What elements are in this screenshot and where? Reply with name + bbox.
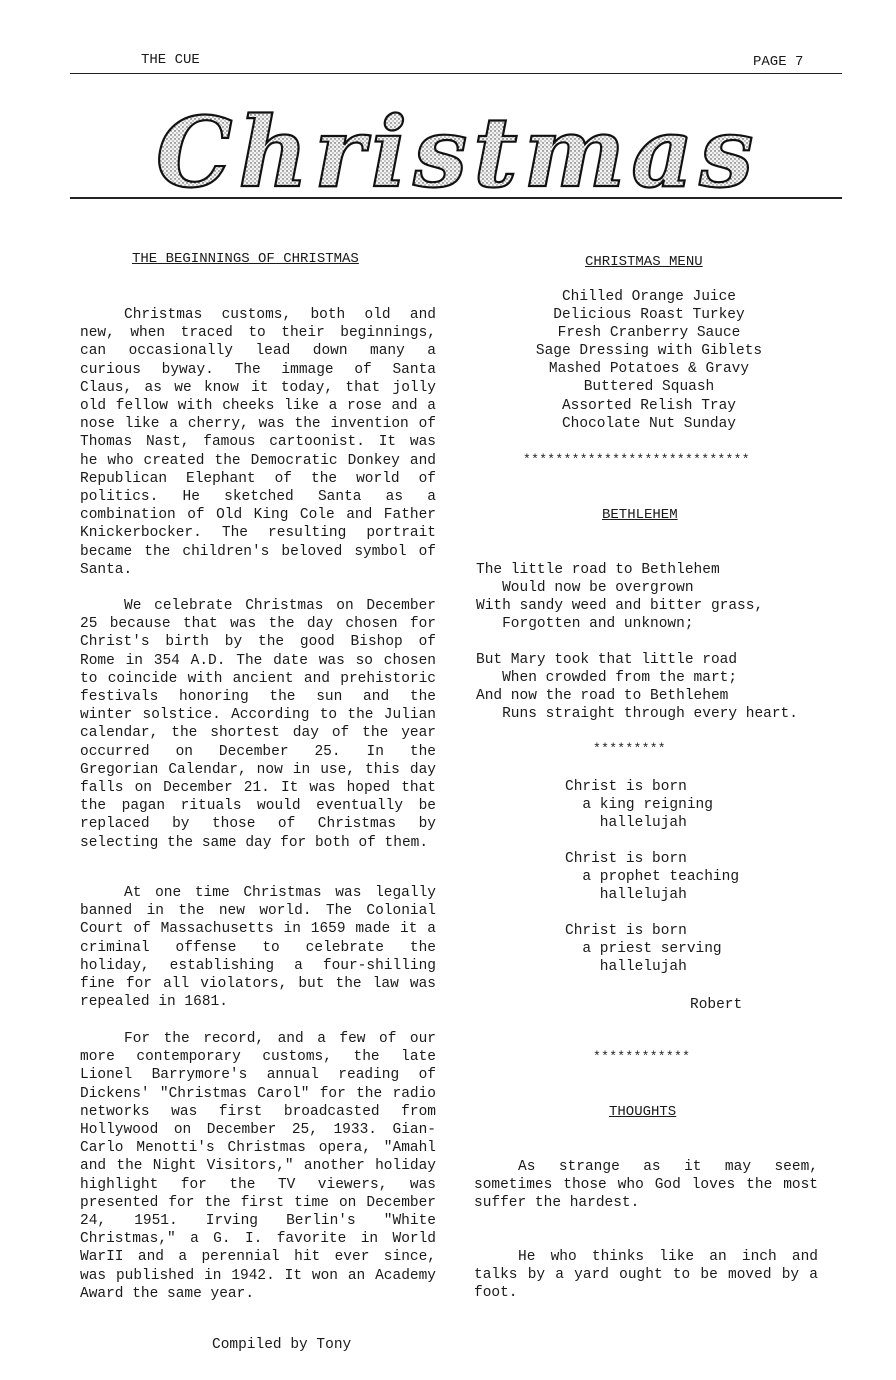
header-rule — [70, 73, 842, 74]
menu-item: Chilled Orange Juice — [561, 289, 737, 305]
article-byline: Compiled by Tony — [212, 1337, 352, 1353]
article-paragraph-3: At one time Christmas was legally banned in the new world. The Colonial Court of Massachusetts in 1659 made it a criminal offense to celebrate the holiday, establishing a four-shilling fine for all violators, but the law was repealed in 1681. — [80, 885, 436, 1011]
menu-item: Assorted Relish Tray — [561, 397, 737, 414]
bethlehem-line: When crowded from the mart; — [476, 670, 738, 686]
verse-divider: ************ — [593, 1049, 691, 1064]
bethlehem-line: Would now be overgrown — [476, 580, 694, 596]
banner-rule — [70, 197, 842, 199]
verse-line: a king reigning — [565, 797, 713, 813]
verse-line: a prophet teaching — [565, 869, 740, 885]
banner-title: Christmas — [156, 96, 760, 196]
bethlehem-line: Runs straight through every heart. — [476, 706, 798, 722]
page-number: PAGE 7 — [753, 54, 804, 70]
bethlehem-line: But Mary took that little road — [476, 652, 738, 668]
menu-item: Fresh Cranberry Sauce — [557, 325, 741, 342]
article-title: THE BEGINNINGS OF CHRISTMAS — [132, 251, 359, 267]
bethlehem-title: BETHLEHEM — [602, 507, 678, 523]
article-paragraph-4: For the record, and a few of our more contemporary customs, the late Lionel Barrymore's annual reading of Dickens' "Christmas Carol" for the radio networks was first broadcasted from Hollywood on December 25, 1933. Gian-Carlo Menotti's Christmas opera, "Amahl and the Night Visitors," another holiday highlight for the TV viewers, was presented for the first time on December 24, 1951. Irving Berlin's "White Christmas," a G. I. favorite in World WarII and a perennial hit ever since, was published in 1942. It won an Academy Award the same year. — [80, 1031, 436, 1302]
article-paragraph-1: Christmas customs, both old and new, when traced to their beginnings, can occasionally lead down many a curious byway. The immage of Santa Claus, as we know it today, that jolly old fellow with cheeks like a rose and a nose like a cherry, was the invention of Thomas Nast, famous cartoonist. It was he who created the Democratic Donkey and Republican Elephant of the world of politics. He sketched Santa as a combination of Old King Cole and Father Knickerbocker. The resulting portrait became the children's beloved symbol of Santa. — [80, 307, 436, 578]
bethlehem-line: And now the road to Bethlehem — [476, 688, 729, 704]
thoughts-paragraph-1: As strange as it may seem, sometimes those who God loves the most suffer the hardest. — [474, 1159, 818, 1212]
article-paragraph-2: We celebrate Christmas on December 25 because that was the day chosen for Christ's birth by the good Bishop of Rome in 354 A.D. The date was so chosen to coincide with ancient and prehistoric festivals honoring the sun and the winter solstice. According to the Julian calendar, the shortest day of the year occurred on December 25. In the Gregorian Calendar, now in use, this day falls on December 21. It was hoped that the pagan rituals would eventually be replaced by those of Christmas by selecting the same day for both of them. — [80, 598, 436, 851]
thoughts-title: THOUGHTS — [609, 1104, 677, 1120]
bethlehem-line: Forgotten and unknown; — [476, 616, 694, 632]
verse-line: hallelujah — [565, 959, 687, 975]
verse-line: Christ is born — [565, 923, 687, 939]
verse-line: hallelujah — [565, 815, 687, 831]
menu-item: Sage Dressing with Giblets — [535, 343, 763, 360]
verse-line: hallelujah — [565, 887, 687, 903]
publication-name: THE CUE — [141, 52, 200, 68]
verse-line: Christ is born — [565, 779, 687, 795]
verse-line: Christ is born — [565, 851, 687, 867]
menu-item: Mashed Potatoes & Gravy — [548, 361, 750, 378]
menu-item: Chocolate Nut Sunday — [561, 415, 737, 432]
bethlehem-line: The little road to Bethlehem — [476, 562, 720, 578]
menu-title: CHRISTMAS MENU — [585, 254, 703, 270]
menu-list — [474, 288, 824, 433]
menu-item: Delicious Roast Turkey — [553, 307, 745, 324]
bethlehem-divider: ********* — [593, 741, 666, 756]
verse-signature: Robert — [690, 997, 743, 1013]
bethlehem-line: With sandy weed and bitter grass, — [476, 598, 764, 614]
christmas-banner — [150, 78, 770, 196]
menu-item: Buttered Squash — [583, 379, 715, 396]
thoughts-paragraph-2: He who thinks like an inch and talks by a yard ought to be moved by a foot. — [474, 1249, 818, 1302]
menu-divider: **************************** — [523, 452, 750, 467]
verse-line: a priest serving — [565, 941, 722, 957]
